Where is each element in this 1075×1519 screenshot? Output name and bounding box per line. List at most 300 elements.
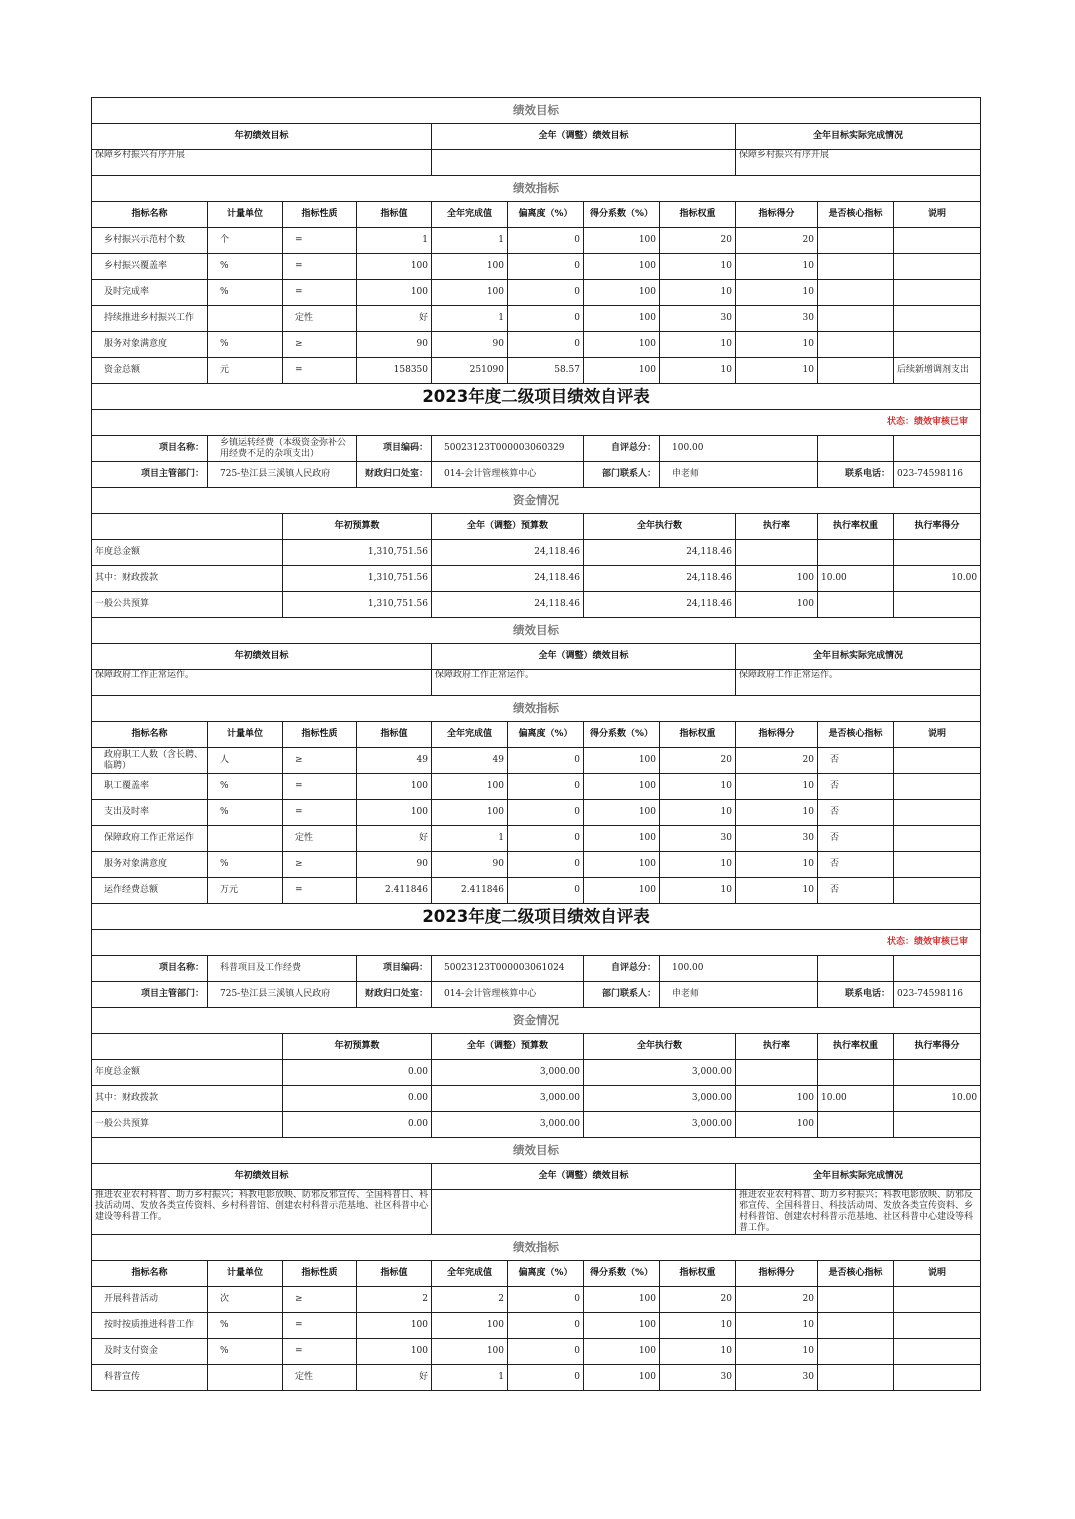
contact-label: 部门联系人： xyxy=(584,982,660,1008)
indicator-header: 偏离度（%） xyxy=(508,1261,584,1287)
indicator-weight: 10 xyxy=(660,852,736,878)
indicator-unit: % xyxy=(208,852,283,878)
goal-header: 全年目标实际完成情况 xyxy=(736,644,981,670)
sheet-row xyxy=(92,488,981,514)
indicator-header: 得分系数（%） xyxy=(584,1261,660,1287)
fund-rate-score xyxy=(894,540,981,566)
fund-row-label: 年度总金额 xyxy=(92,1060,283,1086)
sheet-row xyxy=(92,202,981,228)
indicator-weight: 30 xyxy=(660,1365,736,1391)
indicator-header: 得分系数（%） xyxy=(584,202,660,228)
indicator-header: 说明 xyxy=(894,202,981,228)
indicator-name: 及时完成率 xyxy=(92,280,208,306)
indicator-weight: 30 xyxy=(660,826,736,852)
indicator-coefficient: 100 xyxy=(584,254,660,280)
indicator-unit: 次 xyxy=(208,1287,283,1313)
indicator-deviation: 0 xyxy=(508,1365,584,1391)
sheet-row xyxy=(92,358,981,384)
indicator-core xyxy=(818,254,894,280)
indicator-actual: 1 xyxy=(432,306,508,332)
indicator-unit: % xyxy=(208,800,283,826)
indicator-actual: 100 xyxy=(432,1339,508,1365)
empty-cell xyxy=(92,1034,283,1060)
sheet-row xyxy=(92,280,981,306)
phone-label: 联系电话： xyxy=(818,982,894,1008)
indicator-core xyxy=(818,358,894,384)
indicator-nature: ≥ xyxy=(283,852,357,878)
indicator-nature: ≥ xyxy=(283,748,357,774)
indicator-header: 是否核心指标 xyxy=(818,1261,894,1287)
fund-initial-budget: 0.00 xyxy=(283,1060,432,1086)
indicator-weight: 10 xyxy=(660,878,736,904)
indicator-unit: % xyxy=(208,332,283,358)
indicator-coefficient: 100 xyxy=(584,306,660,332)
indicator-header: 计量单位 xyxy=(208,202,283,228)
phone-value: 023-74598116 xyxy=(894,982,981,1008)
department-value: 725-垫江县三溪镇人民政府 xyxy=(208,462,357,488)
indicator-target: 好 xyxy=(357,826,432,852)
indicator-unit: 人 xyxy=(208,748,283,774)
indicator-deviation: 0 xyxy=(508,878,584,904)
fund-execution-rate: 100 xyxy=(736,592,818,618)
goal-header: 全年目标实际完成情况 xyxy=(736,1164,981,1190)
project-name-value: 科普项目及工作经费 xyxy=(208,956,357,982)
fund-executed: 24,118.46 xyxy=(584,592,736,618)
indicator-score: 20 xyxy=(736,228,818,254)
indicator-header: 计量单位 xyxy=(208,1261,283,1287)
indicator-deviation: 0 xyxy=(508,280,584,306)
indicator-target: 好 xyxy=(357,1365,432,1391)
sheet-row xyxy=(92,410,981,436)
indicator-deviation: 0 xyxy=(508,228,584,254)
project-code-value: 50023123T000003061024 xyxy=(432,956,584,982)
goal-text-adjusted: 保障政府工作正常运作。 xyxy=(432,670,736,696)
indicator-score: 10 xyxy=(736,254,818,280)
department-value: 725-垫江县三溪镇人民政府 xyxy=(208,982,357,1008)
fund-header: 执行率 xyxy=(736,1034,818,1060)
indicator-unit xyxy=(208,306,283,332)
indicator-target: 158350 xyxy=(357,358,432,384)
sheet-row xyxy=(92,982,981,1008)
indicator-score: 10 xyxy=(736,878,818,904)
performance-evaluation-document xyxy=(91,97,980,1391)
indicator-actual: 2 xyxy=(432,1287,508,1313)
goal-header: 全年（调整）绩效目标 xyxy=(432,124,736,150)
indicator-header: 指标名称 xyxy=(92,1261,208,1287)
project-code-value: 50023123T000003060329 xyxy=(432,436,584,462)
indicator-note xyxy=(894,280,981,306)
indicator-actual: 100 xyxy=(432,280,508,306)
indicator-core xyxy=(818,1339,894,1365)
goal-text-adjusted xyxy=(432,1190,736,1235)
indicator-deviation: 0 xyxy=(508,254,584,280)
indicator-target: 90 xyxy=(357,332,432,358)
sheet-row xyxy=(92,566,981,592)
indicator-weight: 10 xyxy=(660,1313,736,1339)
indicator-actual: 100 xyxy=(432,1313,508,1339)
fund-adjusted-budget: 3,000.00 xyxy=(432,1086,584,1112)
sheet-row xyxy=(92,852,981,878)
indicator-score: 10 xyxy=(736,332,818,358)
fund-row-label: 其中：财政拨款 xyxy=(92,1086,283,1112)
fund-rate-score: 10.00 xyxy=(894,566,981,592)
department-label: 项目主管部门： xyxy=(92,982,208,1008)
indicator-actual: 2.411846 xyxy=(432,878,508,904)
indicator-score: 30 xyxy=(736,306,818,332)
indicator-name: 服务对象满意度 xyxy=(92,332,208,358)
section-title-goals: 绩效目标 xyxy=(92,98,981,124)
indicator-nature: = xyxy=(283,800,357,826)
indicator-weight: 10 xyxy=(660,358,736,384)
indicator-unit: % xyxy=(208,774,283,800)
indicator-core xyxy=(818,306,894,332)
sheet-row xyxy=(92,930,981,956)
indicator-actual: 49 xyxy=(432,748,508,774)
fund-adjusted-budget: 3,000.00 xyxy=(432,1112,584,1138)
indicator-nature: ≥ xyxy=(283,332,357,358)
indicator-score: 10 xyxy=(736,358,818,384)
indicator-header: 指标得分 xyxy=(736,722,818,748)
sheet-row xyxy=(92,150,981,176)
section-title-goals: 绩效目标 xyxy=(92,618,981,644)
fund-header: 执行率权重 xyxy=(818,1034,894,1060)
indicator-target: 100 xyxy=(357,774,432,800)
indicator-unit: % xyxy=(208,1339,283,1365)
indicator-note xyxy=(894,306,981,332)
indicator-header: 指标权重 xyxy=(660,202,736,228)
indicator-score: 10 xyxy=(736,852,818,878)
indicator-header: 全年完成值 xyxy=(432,202,508,228)
indicator-name: 政府职工人数（含长聘、临聘） xyxy=(92,748,208,774)
fund-adjusted-budget: 3,000.00 xyxy=(432,1060,584,1086)
indicator-score: 10 xyxy=(736,774,818,800)
sheet-row xyxy=(92,748,981,774)
sheet-row xyxy=(92,514,981,540)
indicator-actual: 90 xyxy=(432,332,508,358)
indicator-unit: % xyxy=(208,254,283,280)
indicator-core xyxy=(818,280,894,306)
indicator-coefficient: 100 xyxy=(584,332,660,358)
report-title: 2023年度二级项目绩效自评表 xyxy=(92,384,981,410)
indicator-note xyxy=(894,1287,981,1313)
indicator-name: 乡村振兴覆盖率 xyxy=(92,254,208,280)
indicator-score: 10 xyxy=(736,280,818,306)
empty-cell xyxy=(92,514,283,540)
sheet-row xyxy=(92,124,981,150)
indicator-actual: 90 xyxy=(432,852,508,878)
section-title-indicators: 绩效指标 xyxy=(92,696,981,722)
indicator-deviation: 0 xyxy=(508,1287,584,1313)
indicator-header: 偏离度（%） xyxy=(508,202,584,228)
goal-header: 年初绩效目标 xyxy=(92,1164,432,1190)
project-name-value: 乡镇运转经费（本级资金弥补公用经费不足的杂项支出） xyxy=(208,436,357,462)
indicator-weight: 30 xyxy=(660,306,736,332)
fund-rate-weight: 10.00 xyxy=(818,566,894,592)
indicator-note xyxy=(894,332,981,358)
sheet-row xyxy=(92,904,981,930)
indicator-name: 资金总额 xyxy=(92,358,208,384)
indicator-header: 指标性质 xyxy=(283,722,357,748)
indicator-note xyxy=(894,1365,981,1391)
indicator-target: 2 xyxy=(357,1287,432,1313)
indicator-weight: 10 xyxy=(660,254,736,280)
indicator-core xyxy=(818,1287,894,1313)
contact-label: 部门联系人： xyxy=(584,462,660,488)
indicator-coefficient: 100 xyxy=(584,1365,660,1391)
indicator-header: 指标值 xyxy=(357,722,432,748)
sheet-row xyxy=(92,332,981,358)
indicator-core xyxy=(818,1365,894,1391)
indicator-target: 100 xyxy=(357,280,432,306)
sheet-row xyxy=(92,176,981,202)
fund-execution-rate xyxy=(736,540,818,566)
indicator-coefficient: 100 xyxy=(584,774,660,800)
sheet-row xyxy=(92,1261,981,1287)
sheet-row xyxy=(92,1060,981,1086)
fund-header: 执行率 xyxy=(736,514,818,540)
fund-header: 全年执行数 xyxy=(584,1034,736,1060)
fund-initial-budget: 1,310,751.56 xyxy=(283,592,432,618)
indicator-nature: = xyxy=(283,1339,357,1365)
fund-row-label: 其中：财政拨款 xyxy=(92,566,283,592)
fund-executed: 3,000.00 xyxy=(584,1060,736,1086)
project-code-label: 项目编码： xyxy=(357,436,432,462)
indicator-unit: 个 xyxy=(208,228,283,254)
indicator-note xyxy=(894,228,981,254)
indicator-deviation: 0 xyxy=(508,826,584,852)
sheet-row xyxy=(92,1339,981,1365)
indicator-nature: = xyxy=(283,878,357,904)
fund-row-label: 年度总金额 xyxy=(92,540,283,566)
sheet-row xyxy=(92,618,981,644)
goal-text-actual: 保障乡村振兴有序开展 xyxy=(736,150,981,176)
indicator-note xyxy=(894,800,981,826)
section-title-indicators: 绩效指标 xyxy=(92,1235,981,1261)
indicator-header: 是否核心指标 xyxy=(818,202,894,228)
fund-rate-weight: 10.00 xyxy=(818,1086,894,1112)
indicator-header: 计量单位 xyxy=(208,722,283,748)
sheet-row xyxy=(92,462,981,488)
project-code-label: 项目编码： xyxy=(357,956,432,982)
indicator-name: 支出及时率 xyxy=(92,800,208,826)
indicator-header: 指标性质 xyxy=(283,1261,357,1287)
project-name-label: 项目名称： xyxy=(92,956,208,982)
indicator-weight: 20 xyxy=(660,1287,736,1313)
indicator-deviation: 58.57 xyxy=(508,358,584,384)
status-label: 状态：绩效审核已审 xyxy=(92,410,981,436)
report-title: 2023年度二级项目绩效自评表 xyxy=(92,904,981,930)
indicator-target: 100 xyxy=(357,1339,432,1365)
indicator-coefficient: 100 xyxy=(584,228,660,254)
indicator-deviation: 0 xyxy=(508,748,584,774)
indicator-coefficient: 100 xyxy=(584,852,660,878)
sheet-row xyxy=(92,254,981,280)
fund-rate-score: 10.00 xyxy=(894,1086,981,1112)
sheet-row xyxy=(92,540,981,566)
indicator-score: 30 xyxy=(736,826,818,852)
indicator-note xyxy=(894,826,981,852)
finance-office-label: 财政归口处室： xyxy=(357,982,432,1008)
indicator-note xyxy=(894,878,981,904)
sheet-row xyxy=(92,1138,981,1164)
indicator-deviation: 0 xyxy=(508,1313,584,1339)
section-title-funds: 资金情况 xyxy=(92,1008,981,1034)
indicator-unit: 万元 xyxy=(208,878,283,904)
sheet-row xyxy=(92,1287,981,1313)
phone-value: 023-74598116 xyxy=(894,462,981,488)
indicator-header: 全年完成值 xyxy=(432,1261,508,1287)
indicator-coefficient: 100 xyxy=(584,878,660,904)
fund-header: 全年（调整）预算数 xyxy=(432,514,584,540)
indicator-name: 开展科普活动 xyxy=(92,1287,208,1313)
indicator-actual: 100 xyxy=(432,774,508,800)
contact-value: 申老师 xyxy=(660,462,818,488)
indicator-header: 全年完成值 xyxy=(432,722,508,748)
sheet-row xyxy=(92,98,981,124)
fund-rate-score xyxy=(894,1112,981,1138)
indicator-core xyxy=(818,332,894,358)
sheet-row xyxy=(92,956,981,982)
indicator-core xyxy=(818,228,894,254)
indicator-coefficient: 100 xyxy=(584,800,660,826)
fund-execution-rate xyxy=(736,1060,818,1086)
indicator-nature: 定性 xyxy=(283,1365,357,1391)
fund-executed: 24,118.46 xyxy=(584,540,736,566)
indicator-nature: 定性 xyxy=(283,306,357,332)
sheet-row xyxy=(92,306,981,332)
indicator-coefficient: 100 xyxy=(584,1287,660,1313)
fund-execution-rate: 100 xyxy=(736,566,818,592)
section-title-indicators: 绩效指标 xyxy=(92,176,981,202)
indicator-target: 100 xyxy=(357,254,432,280)
indicator-nature: = xyxy=(283,358,357,384)
indicator-header: 指标性质 xyxy=(283,202,357,228)
indicator-weight: 10 xyxy=(660,774,736,800)
indicator-target: 100 xyxy=(357,800,432,826)
goal-text-actual: 保障政府工作正常运作。 xyxy=(736,670,981,696)
sheet-row xyxy=(92,1365,981,1391)
goal-text-initial: 保障乡村振兴有序开展 xyxy=(92,150,432,176)
indicator-nature: = xyxy=(283,228,357,254)
sheet-row xyxy=(92,826,981,852)
empty-cell xyxy=(818,436,894,462)
indicator-deviation: 0 xyxy=(508,332,584,358)
fund-header: 年初预算数 xyxy=(283,1034,432,1060)
fund-executed: 3,000.00 xyxy=(584,1112,736,1138)
indicator-score: 10 xyxy=(736,1313,818,1339)
indicator-coefficient: 100 xyxy=(584,826,660,852)
goal-text-initial: 推进农业农村科普、助力乡村振兴；科教电影放映、防邪反邪宣传、全国科普日、科技活动周、发放各类宣传资料、乡村科普馆、创建农村科普示范基地、社区科普中心建设等科普工作。 xyxy=(92,1190,432,1235)
fund-initial-budget: 0.00 xyxy=(283,1086,432,1112)
indicator-nature: = xyxy=(283,774,357,800)
sheet-row xyxy=(92,592,981,618)
fund-header: 执行率权重 xyxy=(818,514,894,540)
fund-executed: 24,118.46 xyxy=(584,566,736,592)
indicator-nature: = xyxy=(283,1313,357,1339)
indicator-name: 运作经费总额 xyxy=(92,878,208,904)
indicator-nature: = xyxy=(283,254,357,280)
indicator-target: 100 xyxy=(357,1313,432,1339)
indicator-header: 偏离度（%） xyxy=(508,722,584,748)
indicator-unit: 元 xyxy=(208,358,283,384)
indicator-nature: = xyxy=(283,280,357,306)
indicator-deviation: 0 xyxy=(508,852,584,878)
indicator-target: 90 xyxy=(357,852,432,878)
goal-text-adjusted xyxy=(432,150,736,176)
indicator-actual: 100 xyxy=(432,800,508,826)
indicator-core: 否 xyxy=(818,774,894,800)
finance-office-value: 014-会计管理核算中心 xyxy=(432,462,584,488)
indicator-note xyxy=(894,254,981,280)
empty-cell xyxy=(818,956,894,982)
fund-header: 执行率得分 xyxy=(894,514,981,540)
sheet-row xyxy=(92,1034,981,1060)
indicator-deviation: 0 xyxy=(508,774,584,800)
finance-office-value: 014-会计管理核算中心 xyxy=(432,982,584,1008)
indicator-core xyxy=(818,1313,894,1339)
indicator-header: 得分系数（%） xyxy=(584,722,660,748)
indicator-target: 好 xyxy=(357,306,432,332)
sheet-row xyxy=(92,1164,981,1190)
fund-adjusted-budget: 24,118.46 xyxy=(432,566,584,592)
fund-header: 全年（调整）预算数 xyxy=(432,1034,584,1060)
indicator-weight: 10 xyxy=(660,1339,736,1365)
self-score-label: 自评总分： xyxy=(584,436,660,462)
indicator-nature: 定性 xyxy=(283,826,357,852)
phone-label: 联系电话： xyxy=(818,462,894,488)
fund-adjusted-budget: 24,118.46 xyxy=(432,592,584,618)
indicator-core: 否 xyxy=(818,878,894,904)
indicator-header: 指标值 xyxy=(357,1261,432,1287)
indicator-weight: 20 xyxy=(660,748,736,774)
indicator-name: 及时支付资金 xyxy=(92,1339,208,1365)
section-title-funds: 资金情况 xyxy=(92,488,981,514)
indicator-core: 否 xyxy=(818,826,894,852)
indicator-note xyxy=(894,1339,981,1365)
indicator-coefficient: 100 xyxy=(584,358,660,384)
indicator-core: 否 xyxy=(818,748,894,774)
indicator-coefficient: 100 xyxy=(584,280,660,306)
indicator-nature: ≥ xyxy=(283,1287,357,1313)
goal-header: 年初绩效目标 xyxy=(92,124,432,150)
indicator-core: 否 xyxy=(818,800,894,826)
fund-rate-score xyxy=(894,1060,981,1086)
goal-text-initial: 保障政府工作正常运作。 xyxy=(92,670,432,696)
fund-rate-score xyxy=(894,592,981,618)
indicator-header: 是否核心指标 xyxy=(818,722,894,748)
indicator-name: 保障政府工作正常运作 xyxy=(92,826,208,852)
indicator-name: 持续推进乡村振兴工作 xyxy=(92,306,208,332)
fund-rate-weight xyxy=(818,592,894,618)
indicator-actual: 1 xyxy=(432,826,508,852)
indicator-unit: % xyxy=(208,1313,283,1339)
fund-header: 执行率得分 xyxy=(894,1034,981,1060)
indicator-target: 2.411846 xyxy=(357,878,432,904)
indicator-header: 说明 xyxy=(894,722,981,748)
indicator-header: 指标名称 xyxy=(92,722,208,748)
indicator-score: 20 xyxy=(736,1287,818,1313)
sheet-row xyxy=(92,696,981,722)
fund-rate-weight xyxy=(818,540,894,566)
goal-header: 年初绩效目标 xyxy=(92,644,432,670)
fund-execution-rate: 100 xyxy=(736,1086,818,1112)
indicator-note xyxy=(894,1313,981,1339)
fund-rate-weight xyxy=(818,1112,894,1138)
indicator-header: 指标权重 xyxy=(660,722,736,748)
indicator-header: 指标值 xyxy=(357,202,432,228)
indicator-weight: 20 xyxy=(660,228,736,254)
fund-initial-budget: 1,310,751.56 xyxy=(283,540,432,566)
